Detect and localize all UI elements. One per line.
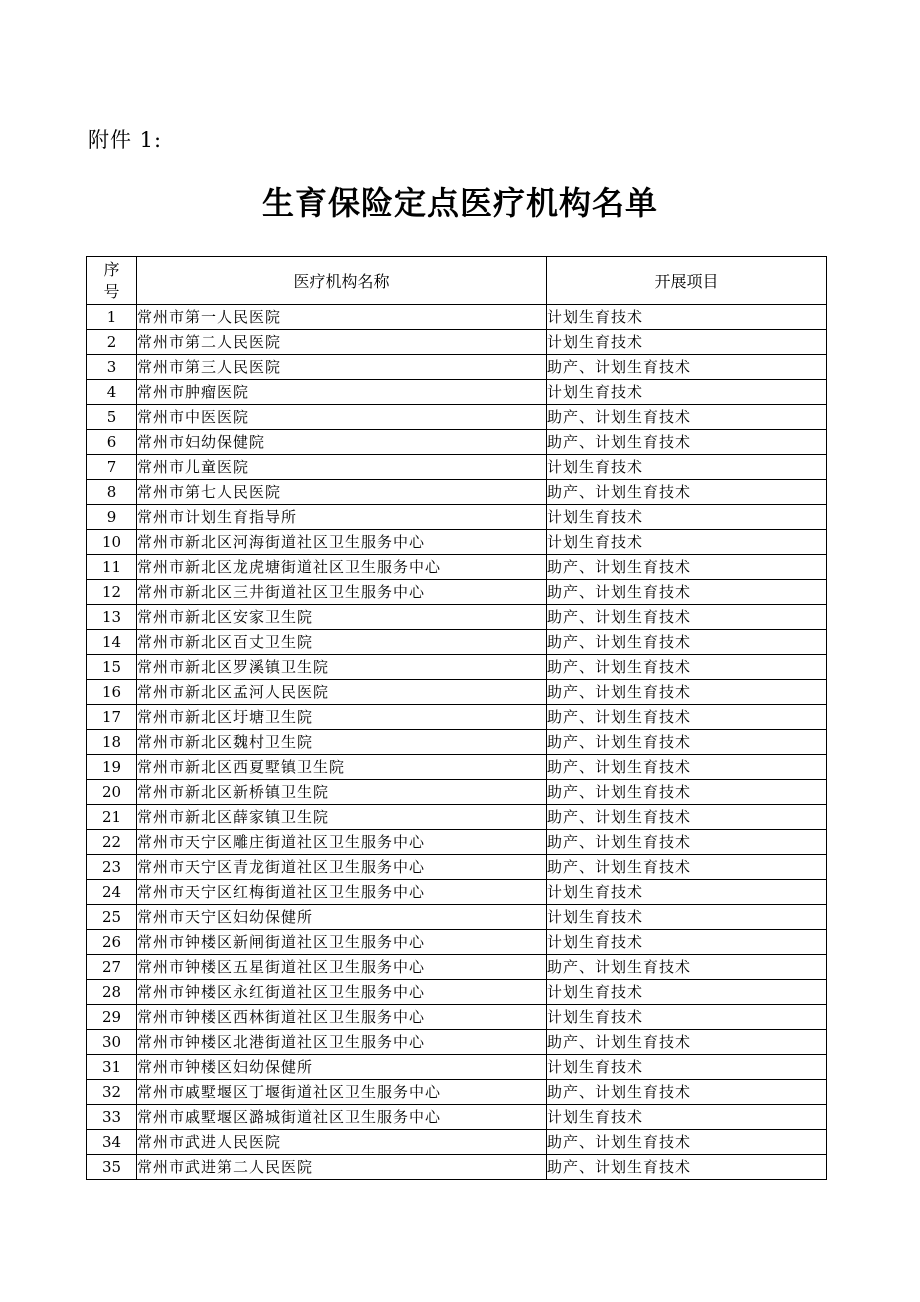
service-project-cell: 计划生育技术 <box>547 930 827 955</box>
institution-name-cell: 常州市天宁区青龙街道社区卫生服务中心 <box>137 855 547 880</box>
service-project-cell: 计划生育技术 <box>547 880 827 905</box>
institution-name-cell: 常州市钟楼区北港街道社区卫生服务中心 <box>137 1030 547 1055</box>
institution-name-cell: 常州市儿童医院 <box>137 455 547 480</box>
serial-no-cell: 26 <box>87 930 137 955</box>
serial-no-cell: 3 <box>87 355 137 380</box>
serial-no-cell: 8 <box>87 480 137 505</box>
service-project-cell: 助产、计划生育技术 <box>547 1155 827 1180</box>
table-row <box>87 1030 827 1055</box>
service-project-cell: 助产、计划生育技术 <box>547 730 827 755</box>
serial-no-cell: 7 <box>87 455 137 480</box>
institution-name-cell: 常州市武进人民医院 <box>137 1130 547 1155</box>
institution-name-cell: 常州市新北区罗溪镇卫生院 <box>137 655 547 680</box>
institution-name-cell: 常州市肿瘤医院 <box>137 380 547 405</box>
service-project-cell: 助产、计划生育技术 <box>547 430 827 455</box>
table-header-row <box>87 257 827 305</box>
institution-name-cell: 常州市新北区孟河人民医院 <box>137 680 547 705</box>
service-project-cell: 计划生育技术 <box>547 455 827 480</box>
serial-no-cell: 29 <box>87 1005 137 1030</box>
serial-no-cell: 25 <box>87 905 137 930</box>
serial-no-cell: 4 <box>87 380 137 405</box>
serial-no-cell: 2 <box>87 330 137 355</box>
service-project-cell: 助产、计划生育技术 <box>547 1130 827 1155</box>
service-project-cell: 计划生育技术 <box>547 1055 827 1080</box>
service-project-cell: 助产、计划生育技术 <box>547 580 827 605</box>
table-row <box>87 655 827 680</box>
institution-name-cell: 常州市天宁区妇幼保健所 <box>137 905 547 930</box>
institution-name-cell: 常州市武进第二人民医院 <box>137 1155 547 1180</box>
serial-no-cell: 13 <box>87 605 137 630</box>
serial-no-cell: 1 <box>87 305 137 330</box>
institution-name-cell: 常州市第一人民医院 <box>137 305 547 330</box>
service-project-cell: 计划生育技术 <box>547 505 827 530</box>
attachment-label: 附件 1: <box>88 128 163 152</box>
header-service-project: 开展项目 <box>547 257 827 305</box>
institution-name-cell: 常州市新北区圩塘卫生院 <box>137 705 547 730</box>
service-project-cell: 助产、计划生育技术 <box>547 680 827 705</box>
service-project-cell: 助产、计划生育技术 <box>547 705 827 730</box>
serial-no-cell: 23 <box>87 855 137 880</box>
table-row <box>87 1005 827 1030</box>
institution-name-cell: 常州市钟楼区永红街道社区卫生服务中心 <box>137 980 547 1005</box>
table-row <box>87 455 827 480</box>
service-project-cell: 计划生育技术 <box>547 530 827 555</box>
serial-no-cell: 16 <box>87 680 137 705</box>
serial-no-cell: 32 <box>87 1080 137 1105</box>
serial-no-cell: 9 <box>87 505 137 530</box>
serial-no-cell: 6 <box>87 430 137 455</box>
service-project-cell: 计划生育技术 <box>547 1105 827 1130</box>
institution-name-cell: 常州市新北区百丈卫生院 <box>137 630 547 655</box>
table-row <box>87 755 827 780</box>
service-project-cell: 助产、计划生育技术 <box>547 805 827 830</box>
service-project-cell: 助产、计划生育技术 <box>547 780 827 805</box>
table-row <box>87 680 827 705</box>
serial-no-cell: 35 <box>87 1155 137 1180</box>
serial-no-cell: 10 <box>87 530 137 555</box>
serial-no-cell: 30 <box>87 1030 137 1055</box>
table-row <box>87 1130 827 1155</box>
table-row <box>87 780 827 805</box>
institution-name-cell: 常州市戚墅堰区潞城街道社区卫生服务中心 <box>137 1105 547 1130</box>
service-project-cell: 助产、计划生育技术 <box>547 555 827 580</box>
service-project-cell: 助产、计划生育技术 <box>547 405 827 430</box>
table-row <box>87 955 827 980</box>
header-serial-no <box>87 257 137 305</box>
institution-name-cell: 常州市戚墅堰区丁堰街道社区卫生服务中心 <box>137 1080 547 1105</box>
table-row <box>87 330 827 355</box>
institution-name-cell: 常州市妇幼保健院 <box>137 430 547 455</box>
service-project-cell: 计划生育技术 <box>547 1005 827 1030</box>
table-row <box>87 805 827 830</box>
serial-no-cell: 21 <box>87 805 137 830</box>
table-row <box>87 930 827 955</box>
table-row <box>87 1055 827 1080</box>
institution-table <box>86 256 827 1180</box>
institution-name-cell: 常州市新北区新桥镇卫生院 <box>137 780 547 805</box>
service-project-cell: 助产、计划生育技术 <box>547 755 827 780</box>
institution-name-cell: 常州市钟楼区五星街道社区卫生服务中心 <box>137 955 547 980</box>
service-project-cell: 助产、计划生育技术 <box>547 630 827 655</box>
serial-no-cell: 18 <box>87 730 137 755</box>
serial-no-cell: 31 <box>87 1055 137 1080</box>
table-row <box>87 730 827 755</box>
service-project-cell: 助产、计划生育技术 <box>547 605 827 630</box>
document-title: 生育保险定点医疗机构名单 <box>261 184 658 222</box>
header-serial-no-text: 序号 <box>103 259 120 301</box>
institution-name-cell: 常州市新北区西夏墅镇卫生院 <box>137 755 547 780</box>
service-project-cell: 助产、计划生育技术 <box>547 955 827 980</box>
table-row <box>87 430 827 455</box>
institution-name-cell: 常州市新北区龙虎塘街道社区卫生服务中心 <box>137 555 547 580</box>
service-project-cell: 计划生育技术 <box>547 380 827 405</box>
serial-no-cell: 24 <box>87 880 137 905</box>
service-project-cell: 助产、计划生育技术 <box>547 830 827 855</box>
service-project-cell: 计划生育技术 <box>547 330 827 355</box>
table-row <box>87 530 827 555</box>
institution-name-cell: 常州市钟楼区妇幼保健所 <box>137 1055 547 1080</box>
serial-no-cell: 15 <box>87 655 137 680</box>
institution-name-cell: 常州市新北区河海街道社区卫生服务中心 <box>137 530 547 555</box>
institution-name-cell: 常州市天宁区雕庄街道社区卫生服务中心 <box>137 830 547 855</box>
serial-no-cell: 27 <box>87 955 137 980</box>
table-row <box>87 305 827 330</box>
institution-name-cell: 常州市钟楼区西林街道社区卫生服务中心 <box>137 1005 547 1030</box>
serial-no-cell: 19 <box>87 755 137 780</box>
serial-no-cell: 33 <box>87 1105 137 1130</box>
institution-name-cell: 常州市计划生育指导所 <box>137 505 547 530</box>
table-row <box>87 630 827 655</box>
table-row <box>87 505 827 530</box>
header-institution-name: 医疗机构名称 <box>137 257 547 305</box>
table-row <box>87 855 827 880</box>
service-project-cell: 计划生育技术 <box>547 905 827 930</box>
institution-name-cell: 常州市天宁区红梅街道社区卫生服务中心 <box>137 880 547 905</box>
serial-no-cell: 11 <box>87 555 137 580</box>
institution-name-cell: 常州市新北区三井街道社区卫生服务中心 <box>137 580 547 605</box>
table-row <box>87 980 827 1005</box>
serial-no-cell: 17 <box>87 705 137 730</box>
service-project-cell: 计划生育技术 <box>547 980 827 1005</box>
serial-no-cell: 12 <box>87 580 137 605</box>
institution-name-cell: 常州市第二人民医院 <box>137 330 547 355</box>
serial-no-cell: 20 <box>87 780 137 805</box>
table-row <box>87 580 827 605</box>
table-row <box>87 605 827 630</box>
service-project-cell: 计划生育技术 <box>547 305 827 330</box>
institution-name-cell: 常州市新北区魏村卫生院 <box>137 730 547 755</box>
table-row <box>87 1155 827 1180</box>
service-project-cell: 助产、计划生育技术 <box>547 1030 827 1055</box>
serial-no-cell: 5 <box>87 405 137 430</box>
service-project-cell: 助产、计划生育技术 <box>547 1080 827 1105</box>
service-project-cell: 助产、计划生育技术 <box>547 855 827 880</box>
table-body <box>87 305 827 1180</box>
table-row <box>87 405 827 430</box>
service-project-cell: 助产、计划生育技术 <box>547 655 827 680</box>
table-row <box>87 1105 827 1130</box>
table-row <box>87 480 827 505</box>
serial-no-cell: 28 <box>87 980 137 1005</box>
table-row <box>87 705 827 730</box>
institution-name-cell: 常州市新北区安家卫生院 <box>137 605 547 630</box>
institution-name-cell: 常州市中医医院 <box>137 405 547 430</box>
institution-name-cell: 常州市第七人民医院 <box>137 480 547 505</box>
table-row <box>87 355 827 380</box>
service-project-cell: 助产、计划生育技术 <box>547 480 827 505</box>
table-row <box>87 905 827 930</box>
table-row <box>87 830 827 855</box>
institution-name-cell: 常州市新北区薛家镇卫生院 <box>137 805 547 830</box>
service-project-cell: 助产、计划生育技术 <box>547 355 827 380</box>
serial-no-cell: 34 <box>87 1130 137 1155</box>
table-row <box>87 555 827 580</box>
institution-name-cell: 常州市钟楼区新闸街道社区卫生服务中心 <box>137 930 547 955</box>
table-row <box>87 880 827 905</box>
table-row <box>87 380 827 405</box>
institution-name-cell: 常州市第三人民医院 <box>137 355 547 380</box>
serial-no-cell: 14 <box>87 630 137 655</box>
serial-no-cell: 22 <box>87 830 137 855</box>
table-row <box>87 1080 827 1105</box>
